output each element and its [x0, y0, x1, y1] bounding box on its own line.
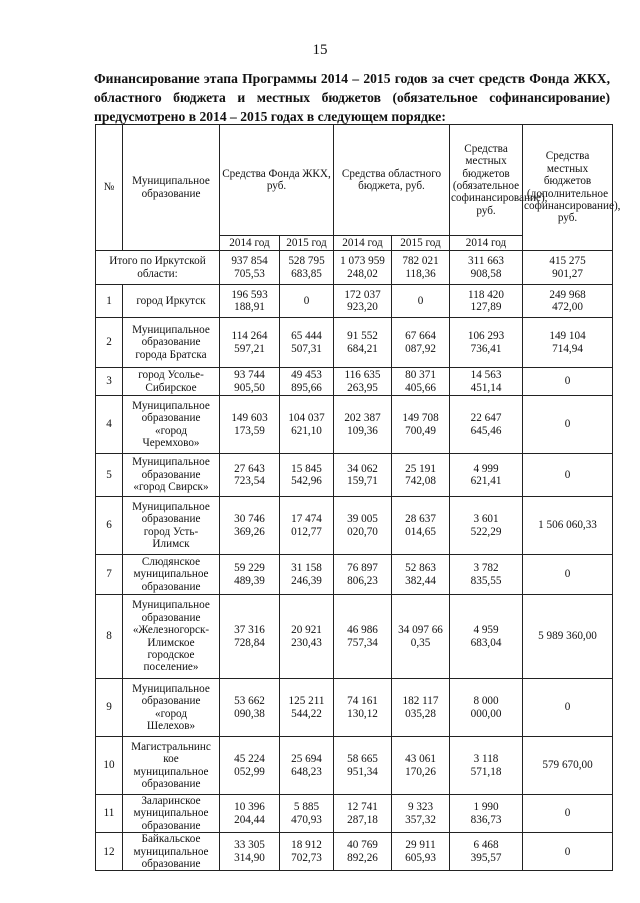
row-number: 4	[96, 396, 123, 454]
amount-cell: 3 782 835,55	[450, 555, 523, 595]
amount-cell: 3 601 522,29	[450, 497, 523, 555]
municipality-name: Муниципальное образование «город Свирск»	[123, 454, 220, 497]
amount-cell: 172 037 923,20	[334, 285, 392, 318]
amount-cell: 116 635 263,95	[334, 368, 392, 396]
municipality-name: Магистральнинс кое муниципальное образование	[123, 737, 220, 795]
amount-cell: 22 647 645,46	[450, 396, 523, 454]
amount-cell: 25 694 648,23	[280, 737, 334, 795]
amount-cell: 0	[523, 454, 613, 497]
municipality-name: Слюдянское муниципальное образование	[123, 555, 220, 595]
table-row	[96, 795, 613, 833]
amount-cell: 30 746 369,26	[220, 497, 280, 555]
amount-cell: 0	[523, 833, 613, 871]
amount-cell: 15 845 542,96	[280, 454, 334, 497]
amount-cell: 10 396 204,44	[220, 795, 280, 833]
header-municipality: Муниципальное образование	[123, 125, 220, 251]
amount-cell: 34 097 66 0,35	[392, 595, 450, 679]
header-regional: Средства областного бюджета, руб.	[334, 125, 450, 236]
amount-cell: 46 986 757,34	[334, 595, 392, 679]
amount-cell: 67 664 087,92	[392, 318, 450, 368]
row-number: 10	[96, 737, 123, 795]
amount-cell: 1 506 060,33	[523, 497, 613, 555]
amount-cell: 149 708 700,49	[392, 396, 450, 454]
amount-cell: 37 316 728,84	[220, 595, 280, 679]
amount-cell: 40 769 892,26	[334, 833, 392, 871]
total-value: 415 275 901,27	[523, 251, 613, 285]
table-row	[96, 497, 613, 555]
amount-cell: 74 161 130,12	[334, 679, 392, 737]
amount-cell: 6 468 395,57	[450, 833, 523, 871]
amount-cell: 196 593 188,91	[220, 285, 280, 318]
amount-cell: 18 912 702,73	[280, 833, 334, 871]
row-number: 7	[96, 555, 123, 595]
amount-cell: 17 474 012,77	[280, 497, 334, 555]
header-year: 2015 год	[392, 236, 450, 251]
amount-cell: 52 863 382,44	[392, 555, 450, 595]
amount-cell: 1 990 836,73	[450, 795, 523, 833]
header-year: 2014 год	[220, 236, 280, 251]
amount-cell: 14 563 451,14	[450, 368, 523, 396]
municipality-name: Байкальское муниципальное образование	[123, 833, 220, 871]
amount-cell: 93 744 905,50	[220, 368, 280, 396]
amount-cell: 0	[280, 285, 334, 318]
municipality-name: город Иркутск	[123, 285, 220, 318]
header-year: 2015 год	[280, 236, 334, 251]
municipality-name: Муниципальное образование «город Шелехов»	[123, 679, 220, 737]
amount-cell: 579 670,00	[523, 737, 613, 795]
amount-cell: 125 211 544,22	[280, 679, 334, 737]
row-number: 9	[96, 679, 123, 737]
amount-cell: 4 959 683,04	[450, 595, 523, 679]
row-number: 1	[96, 285, 123, 318]
municipality-name: Заларинское муниципальное образование	[123, 795, 220, 833]
total-label: Итого по Иркутской области:	[96, 251, 220, 285]
amount-cell: 39 005 020,70	[334, 497, 392, 555]
amount-cell: 28 637 014,65	[392, 497, 450, 555]
amount-cell: 58 665 951,34	[334, 737, 392, 795]
amount-cell: 106 293 736,41	[450, 318, 523, 368]
amount-cell: 5 885 470,93	[280, 795, 334, 833]
municipality-name: Муниципальное образование города Братска	[123, 318, 220, 368]
row-number: 2	[96, 318, 123, 368]
row-number: 8	[96, 595, 123, 679]
table-row	[96, 595, 613, 679]
amount-cell: 0	[523, 795, 613, 833]
table-row	[96, 318, 613, 368]
amount-cell: 0	[392, 285, 450, 318]
amount-cell: 0	[523, 555, 613, 595]
amount-cell: 34 062 159,71	[334, 454, 392, 497]
amount-cell: 65 444 507,31	[280, 318, 334, 368]
table-row	[96, 833, 613, 871]
amount-cell: 4 999 621,41	[450, 454, 523, 497]
amount-cell: 31 158 246,39	[280, 555, 334, 595]
header-year: 2014 год	[334, 236, 392, 251]
row-number: 6	[96, 497, 123, 555]
municipality-name: Муниципальное образование «город Черемхово»	[123, 396, 220, 454]
amount-cell: 118 420 127,89	[450, 285, 523, 318]
financing-table	[95, 124, 621, 871]
row-number: 3	[96, 368, 123, 396]
amount-cell: 43 061 170,26	[392, 737, 450, 795]
intro-paragraph: Финансирование этапа Программы 2014 – 2015 годов за счет средств Фонда ЖКХ, областного бюджета и местных бюджетов (обязательное софинансирование) предусмотрено в 2014 – 2015 годах в следующем порядке:	[94, 71, 610, 124]
amount-cell: 12 741 287,18	[334, 795, 392, 833]
total-value: 311 663 908,58	[450, 251, 523, 285]
amount-cell: 149 104 714,94	[523, 318, 613, 368]
amount-cell: 8 000 000,00	[450, 679, 523, 737]
municipality-name: Муниципальное образование город Усть- Илимск	[123, 497, 220, 555]
amount-cell: 91 552 684,21	[334, 318, 392, 368]
row-number: 11	[96, 795, 123, 833]
amount-cell: 149 603 173,59	[220, 396, 280, 454]
amount-cell: 49 453 895,66	[280, 368, 334, 396]
amount-cell: 27 643 723,54	[220, 454, 280, 497]
amount-cell: 33 305 314,90	[220, 833, 280, 871]
amount-cell: 182 117 035,28	[392, 679, 450, 737]
amount-cell: 29 911 605,93	[392, 833, 450, 871]
municipality-name: Муниципальное образование «Железногорск- Илимское городское поселение»	[123, 595, 220, 679]
row-number: 12	[96, 833, 123, 871]
table-row	[96, 396, 613, 454]
amount-cell: 53 662 090,38	[220, 679, 280, 737]
amount-cell: 3 118 571,18	[450, 737, 523, 795]
total-value: 1 073 959 248,02	[334, 251, 392, 285]
total-value: 937 854 705,53	[220, 251, 280, 285]
amount-cell: 20 921 230,43	[280, 595, 334, 679]
amount-cell: 104 037 621,10	[280, 396, 334, 454]
header-local-mandatory: Средства местных бюджетов (обязательное софинансирование), руб.	[450, 125, 523, 236]
row-number: 5	[96, 454, 123, 497]
amount-cell: 114 264 597,21	[220, 318, 280, 368]
amount-cell: 76 897 806,23	[334, 555, 392, 595]
table-row	[96, 454, 613, 497]
table-row	[96, 368, 613, 396]
amount-cell: 202 387 109,36	[334, 396, 392, 454]
header-fund: Средства Фонда ЖКХ, руб.	[220, 125, 334, 236]
amount-cell: 59 229 489,39	[220, 555, 280, 595]
total-value: 528 795 683,85	[280, 251, 334, 285]
amount-cell: 80 371 405,66	[392, 368, 450, 396]
table-row	[96, 737, 613, 795]
amount-cell: 9 323 357,32	[392, 795, 450, 833]
amount-cell: 0	[523, 368, 613, 396]
amount-cell: 249 968 472,00	[523, 285, 613, 318]
amount-cell: 0	[523, 679, 613, 737]
table-row	[96, 285, 613, 318]
amount-cell: 45 224 052,99	[220, 737, 280, 795]
total-value: 782 021 118,36	[392, 251, 450, 285]
page-number: 15	[312, 42, 328, 58]
municipality-name: город Усолье- Сибирское	[123, 368, 220, 396]
table-row	[96, 555, 613, 595]
header-year: 2014 год	[450, 236, 523, 251]
header-num: №	[96, 125, 123, 251]
amount-cell: 0	[523, 396, 613, 454]
amount-cell: 25 191 742,08	[392, 454, 450, 497]
table-row	[96, 679, 613, 737]
total-row	[96, 251, 613, 285]
amount-cell: 5 989 360,00	[523, 595, 613, 679]
header-local-additional: Средства местных бюджетов (дополнительное софинансирование), руб.	[523, 125, 613, 251]
